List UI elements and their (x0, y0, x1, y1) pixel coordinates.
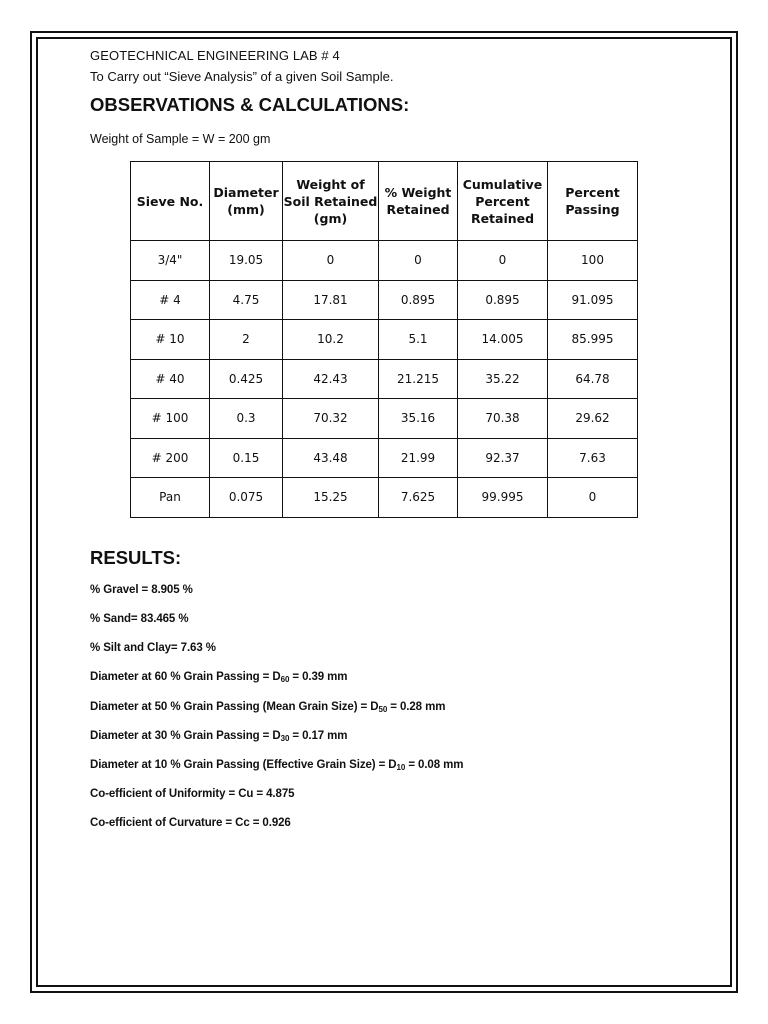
table-cell: # 4 (131, 280, 210, 320)
table-cell: 70.32 (283, 399, 379, 439)
table-cell: 5.1 (379, 320, 458, 360)
table-cell: 0.3 (210, 399, 283, 439)
observations-heading: OBSERVATIONS & CALCULATIONS: (90, 94, 410, 115)
table-cell: # 40 (131, 359, 210, 399)
sieve-analysis-table (130, 161, 638, 518)
result-d30: Diameter at 30 % Grain $Passing = D_{30} = 0.17$ mm (90, 730, 348, 743)
table-cell: 29.62 (548, 399, 638, 439)
table-cell: 0.425 (210, 359, 283, 399)
table-row (131, 320, 638, 360)
table-cell: 64.78 (548, 359, 638, 399)
table-cell: 42.43 (283, 359, 379, 399)
table-cell: 7.63 (548, 438, 638, 478)
table-cell: 4.75 (210, 280, 283, 320)
column-header: Sieve No. (131, 162, 210, 241)
table-cell: 43.48 (283, 438, 379, 478)
table-cell: 3/4" (131, 241, 210, 281)
table-row (131, 438, 638, 478)
table-cell: 17.81 (283, 280, 379, 320)
table-cell: 0 (283, 241, 379, 281)
result-cc: Co-efficient of Curvature = Cc = 0.926 (90, 817, 291, 829)
results-heading: RESULTS: (90, 547, 182, 568)
table-cell: 92.37 (458, 438, 548, 478)
table-cell: 7.625 (379, 478, 458, 518)
column-header: Weight of Soil Retained (gm) (283, 162, 379, 241)
table-cell: 70.38 (458, 399, 548, 439)
table-cell: 99.995 (458, 478, 548, 518)
result-sand: % Sand= 83.465 % (90, 613, 189, 625)
table-cell: 21.215 (379, 359, 458, 399)
table-cell: 85.995 (548, 320, 638, 360)
table-cell: 100 (548, 241, 638, 281)
table-row (131, 359, 638, 399)
result-d50: Diameter at 50 % Grain Passing (Mean Grain Size) = $D_{50} = 0.28$ mm (90, 701, 446, 714)
lab-objective: To Carry out “Sieve Analysis” of a given Soil Sample. (90, 69, 394, 84)
table-row (131, 399, 638, 439)
table-cell: 0.075 (210, 478, 283, 518)
table-cell: 35.16 (379, 399, 458, 439)
table-cell: 0.15 (210, 438, 283, 478)
table-cell: # 200 (131, 438, 210, 478)
table-cell: 0 (458, 241, 548, 281)
table-cell: 14.005 (458, 320, 548, 360)
table-row (131, 478, 638, 518)
column-header: Cumulative Percent Retained (458, 162, 548, 241)
table-cell: # 10 (131, 320, 210, 360)
result-d10: Diameter at 10 % Grain Passing (Effective Grain Size) = $D_{10} = 0.08$ mm (90, 759, 464, 772)
table-cell: 15.25 (283, 478, 379, 518)
column-header: Percent Passing (548, 162, 638, 241)
column-header: % Weight Retained (379, 162, 458, 241)
table-header-row (131, 162, 638, 241)
result-silt-clay: % Silt and Clay= 7.63 % (90, 642, 216, 654)
table-cell: 0 (379, 241, 458, 281)
table-cell: Pan (131, 478, 210, 518)
table-cell: 35.22 (458, 359, 548, 399)
table-cell: 21.99 (379, 438, 458, 478)
table-cell: 0.895 (458, 280, 548, 320)
table-cell: # 100 (131, 399, 210, 439)
table-cell: 91.095 (548, 280, 638, 320)
table-cell: 19.05 (210, 241, 283, 281)
table-cell: 2 (210, 320, 283, 360)
table-cell: 10.2 (283, 320, 379, 360)
column-header: Diameter (mm) (210, 162, 283, 241)
result-cu: Co-efficient of Uniformity = Cu = 4.875 (90, 788, 295, 800)
table-row (131, 280, 638, 320)
result-gravel: % Gravel = 8.905 % (90, 584, 193, 596)
table-row (131, 241, 638, 281)
sample-weight: Weight of Sample = W = 200 gm (90, 132, 271, 146)
lab-title: GEOTECHNICAL ENGINEERING LAB # 4 (90, 48, 340, 63)
table-cell: 0 (548, 478, 638, 518)
table-cell: 0.895 (379, 280, 458, 320)
result-d60: Diameter at 60 % Grain $Passing = D_{60} = 0.39$ mm (90, 671, 348, 684)
